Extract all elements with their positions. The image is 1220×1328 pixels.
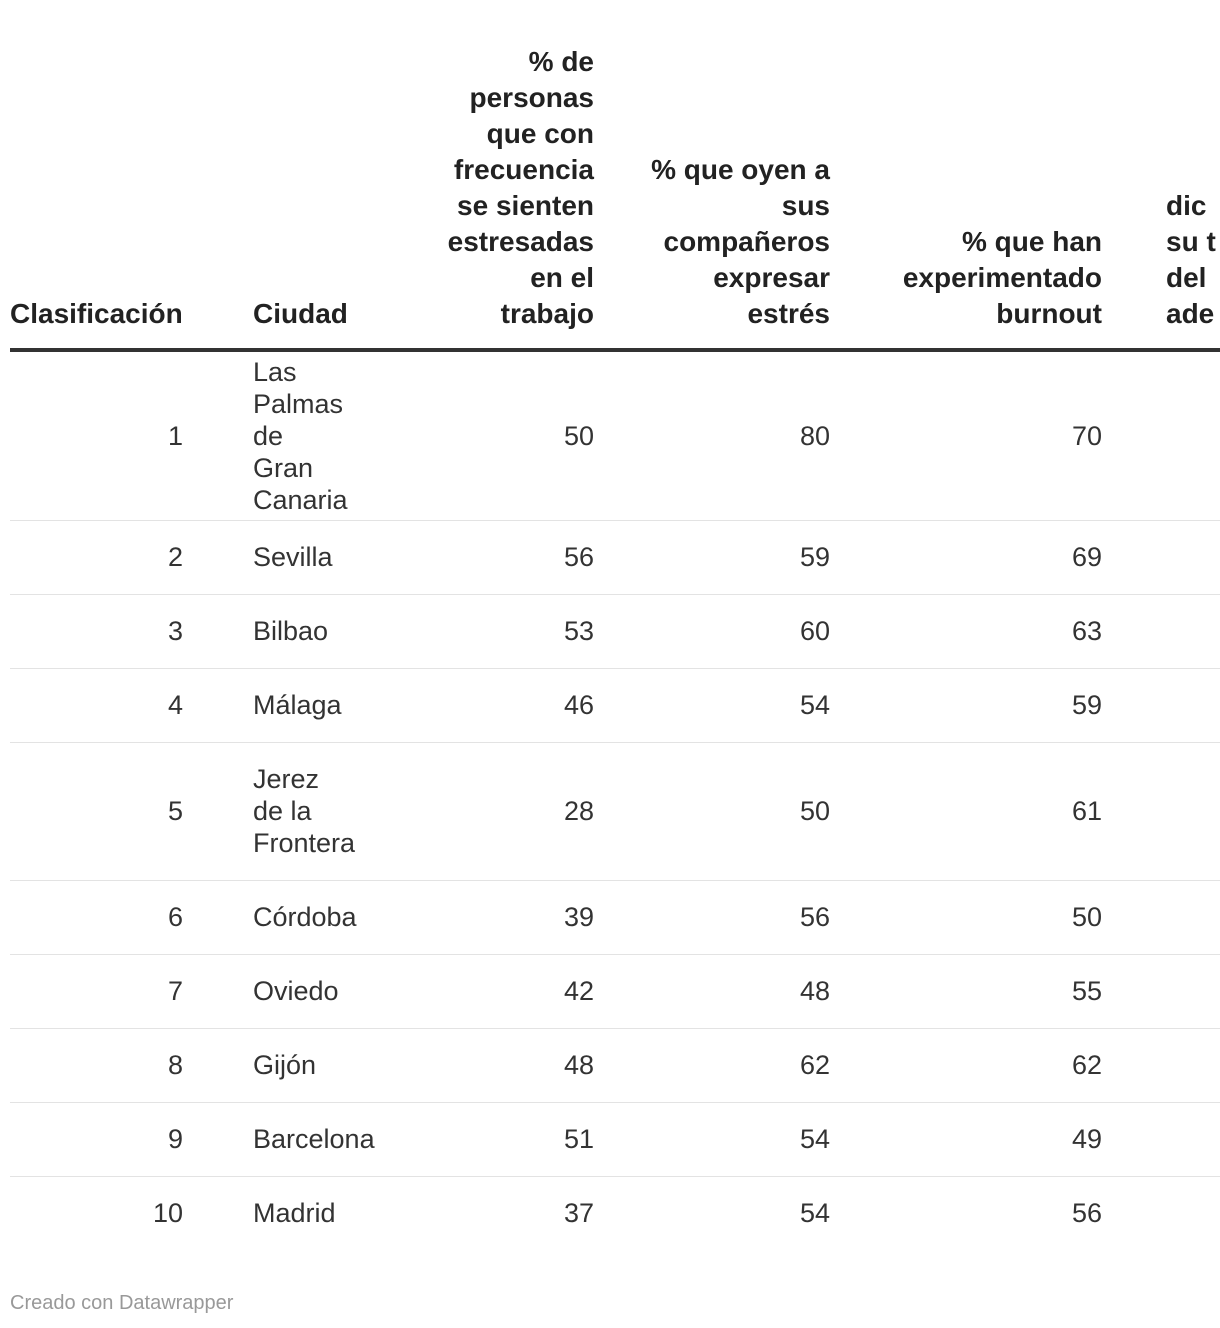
burnout-cell: 49	[830, 1102, 1102, 1176]
hear-colleagues-cell: 60	[594, 594, 830, 668]
city-cell: Madrid	[253, 1198, 336, 1229]
table-row	[10, 742, 1220, 880]
column-header-stressed[interactable]	[322, 0, 594, 350]
rank-cell: 7	[10, 954, 192, 1028]
burnout-cell: 50	[830, 880, 1102, 954]
table-row	[10, 668, 1220, 742]
burnout-cell: 56	[1071, 1198, 1102, 1229]
stressed-cell: 39	[322, 880, 594, 954]
truncated-cell	[1102, 880, 1220, 954]
column-header-truncated[interactable]	[1102, 0, 1220, 350]
table-row	[10, 880, 1220, 954]
hear-colleagues-cell: 59	[594, 520, 830, 594]
stressed-cell: 46	[322, 668, 594, 742]
burnout-cell: 70	[830, 350, 1102, 520]
data-table	[10, 0, 1220, 1250]
rank-cell: 2	[10, 520, 192, 594]
city-cell: Gijón	[192, 1028, 322, 1102]
truncated-cell	[1102, 1102, 1220, 1176]
hear-colleagues-cell: 54	[799, 1198, 830, 1229]
burnout-cell: 59	[830, 668, 1102, 742]
city-cell: Bilbao	[192, 594, 322, 668]
rank-cell: 10	[152, 1198, 183, 1229]
table-row	[10, 1028, 1220, 1102]
rank-cell: 5	[10, 742, 192, 880]
stressed-cell: 56	[322, 520, 594, 594]
burnout-cell: 55	[830, 954, 1102, 1028]
table-row	[10, 1102, 1220, 1176]
burnout-cell: 62	[830, 1028, 1102, 1102]
city-cell: Oviedo	[192, 954, 322, 1028]
data-table-container	[10, 0, 1220, 1260]
truncated-cell	[1102, 668, 1220, 742]
burnout-cell: 61	[830, 742, 1102, 880]
truncated-cell	[1102, 520, 1220, 594]
hear-colleagues-cell: 56	[594, 880, 830, 954]
city-cell: Málaga	[192, 668, 322, 742]
table-row	[10, 1176, 1220, 1250]
city-cell: Jerez de la Frontera	[192, 742, 322, 880]
truncated-cell	[1102, 954, 1220, 1028]
rank-cell: 8	[10, 1028, 192, 1102]
truncated-cell	[1102, 742, 1220, 880]
city-cell: Sevilla	[192, 520, 322, 594]
burnout-cell: 63	[830, 594, 1102, 668]
hear-colleagues-cell: 50	[594, 742, 830, 880]
rank-cell: 1	[10, 350, 192, 520]
truncated-cell	[1102, 594, 1220, 668]
table-row	[10, 954, 1220, 1028]
stressed-cell: 51	[322, 1102, 594, 1176]
column-header-truncated-label: dic su t del ade	[1166, 190, 1216, 329]
rank-cell: 4	[10, 668, 192, 742]
footer-credit[interactable]: Creado con Datawrapper	[10, 1292, 234, 1314]
rank-cell: 3	[10, 594, 192, 668]
hear-colleagues-cell: 48	[594, 954, 830, 1028]
stressed-cell: 53	[322, 594, 594, 668]
truncated-cell	[1102, 350, 1220, 520]
column-header-rank[interactable]: Clasificación	[10, 0, 192, 350]
column-header-city[interactable]: Ciudad	[192, 0, 322, 350]
table-header-row	[10, 0, 1220, 350]
stressed-cell: 42	[322, 954, 594, 1028]
rank-cell: 6	[10, 880, 192, 954]
column-header-burnout-label: % que han experimentado burnout	[902, 226, 1102, 329]
city-cell: Barcelona	[192, 1102, 322, 1176]
stressed-cell: 37	[563, 1198, 594, 1229]
stressed-cell: 28	[322, 742, 594, 880]
column-header-hear-colleagues[interactable]	[594, 0, 830, 350]
burnout-cell: 69	[830, 520, 1102, 594]
hear-colleagues-cell: 62	[594, 1028, 830, 1102]
hear-colleagues-cell: 54	[594, 1102, 830, 1176]
table-row	[10, 350, 1220, 520]
table-row	[10, 520, 1220, 594]
hear-colleagues-cell: 54	[594, 668, 830, 742]
column-header-hear-colleagues-label: % que oyen a sus compañeros expresar estrés	[651, 154, 830, 329]
rank-cell: 9	[10, 1102, 192, 1176]
city-cell: Córdoba	[192, 880, 322, 954]
stressed-cell: 48	[322, 1028, 594, 1102]
column-header-stressed-label: % de personas que con frecuencia se sienten estresadas en el trabajo	[447, 46, 594, 329]
truncated-cell	[1102, 1176, 1220, 1250]
column-header-burnout[interactable]	[830, 0, 1102, 350]
truncated-cell	[1102, 1028, 1220, 1102]
stressed-cell: 50	[322, 350, 594, 520]
hear-colleagues-cell: 80	[594, 350, 830, 520]
table-row	[10, 594, 1220, 668]
city-cell: Las Palmas de Gran Canaria	[192, 350, 322, 520]
